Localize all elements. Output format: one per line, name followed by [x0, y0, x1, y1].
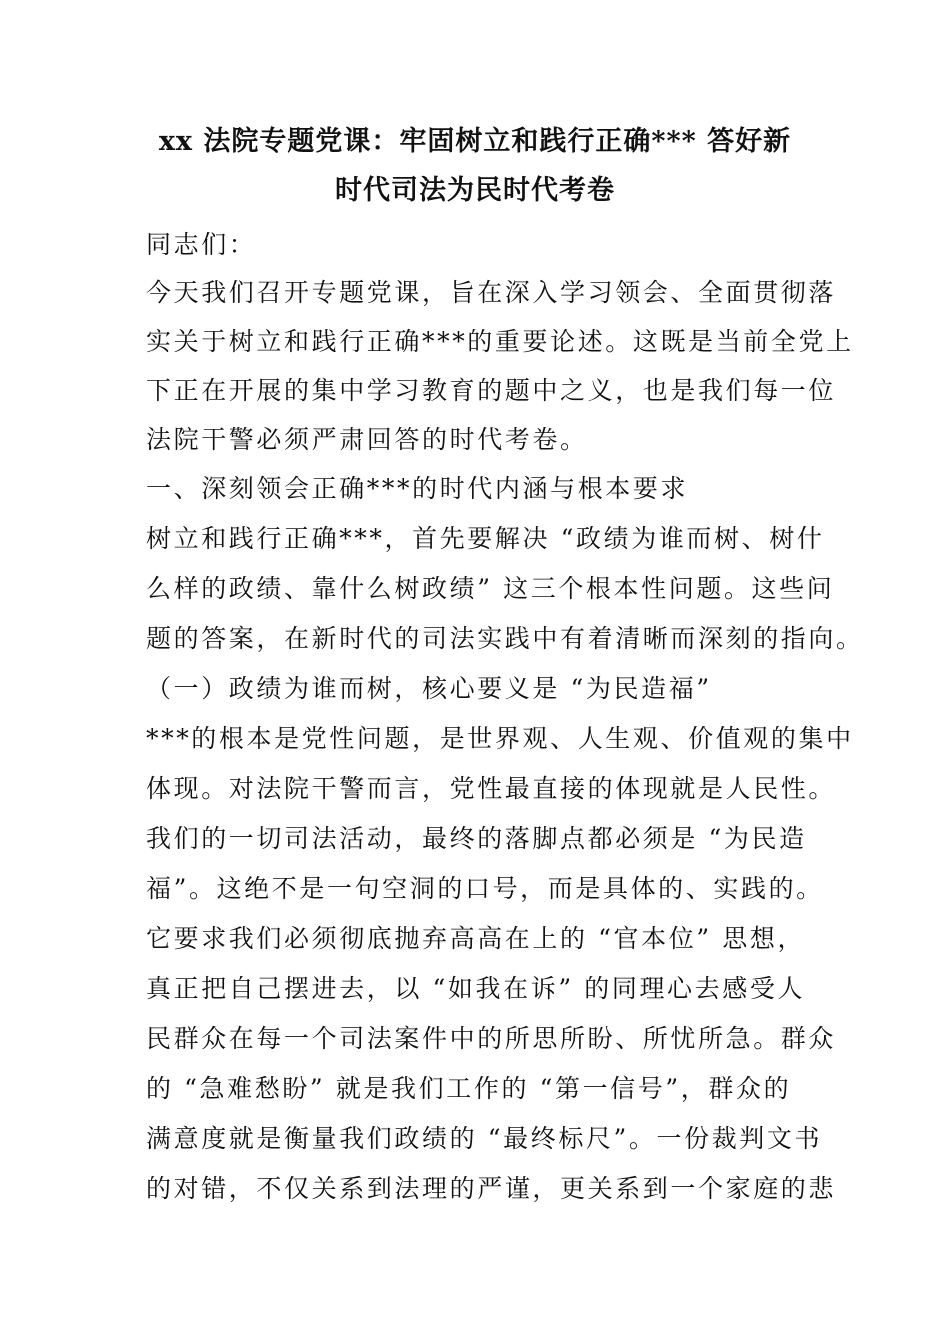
paragraph-line: 的 “急难愁盼” 就是我们工作的 “第一信号”，群众的	[146, 1074, 792, 1103]
paragraph-line: 满意度就是衡量我们政绩的 “最终标尺”。一份裁判文书	[146, 1124, 823, 1153]
section-heading: 一、深刻领会正确***的时代内涵与根本要求	[146, 474, 689, 503]
paragraph-line: 它要求我们必须彻底抛弃高高在上的 “官本位” 思想，	[146, 924, 806, 953]
document-title-line-2: 时代司法为民时代考卷	[335, 175, 615, 206]
paragraph-line: 法院干警必须严肃回答的时代考卷。	[146, 425, 588, 454]
subsection-heading: （一）政绩为谁而树，核心要义是 “为民造福”	[146, 674, 712, 703]
paragraph-line: 今天我们召开专题党课，旨在深入学习领会、全面贯彻落	[146, 278, 837, 307]
paragraph-line: 树立和践行正确***，首先要解决 “政绩为谁而树、树什	[146, 524, 825, 553]
paragraph-line: 下正在开展的集中学习教育的题中之义，也是我们每一位	[146, 376, 837, 405]
paragraph-line: 我们的一切司法活动，最终的落脚点都必须是 “为民造	[146, 824, 807, 853]
salutation: 同志们：	[146, 230, 257, 259]
paragraph-line: 的对错，不仅关系到法理的严谨，更关系到一个家庭的悲	[146, 1174, 837, 1203]
paragraph-line: 福”。这绝不是一句空洞的口号，而是具体的、实践的。	[146, 874, 824, 903]
paragraph-line: 实关于树立和践行正确***的重要论述。这既是当前全党上	[146, 327, 854, 356]
paragraph-line: 体现。对法院干警而言，党性最直接的体现就是人民性。	[146, 774, 837, 803]
document-title-line-1: xx 法院专题党课：牢固树立和践行正确*** 答好新	[158, 126, 792, 157]
paragraph-line: 真正把自己摆进去，以 “如我在诉” 的同理心去感受人	[146, 974, 806, 1003]
paragraph-line: 么样的政绩、靠什么树政绩” 这三个根本性问题。这些问	[146, 574, 835, 603]
paragraph-line: ***的根本是党性问题，是世界观、人生观、价值观的集中	[146, 724, 854, 753]
paragraph-line: 题的答案，在新时代的司法实践中有着清晰而深刻的指向。	[146, 624, 864, 653]
paragraph-line: 民群众在每一个司法案件中的所思所盼、所忧所急。群众	[146, 1024, 837, 1053]
